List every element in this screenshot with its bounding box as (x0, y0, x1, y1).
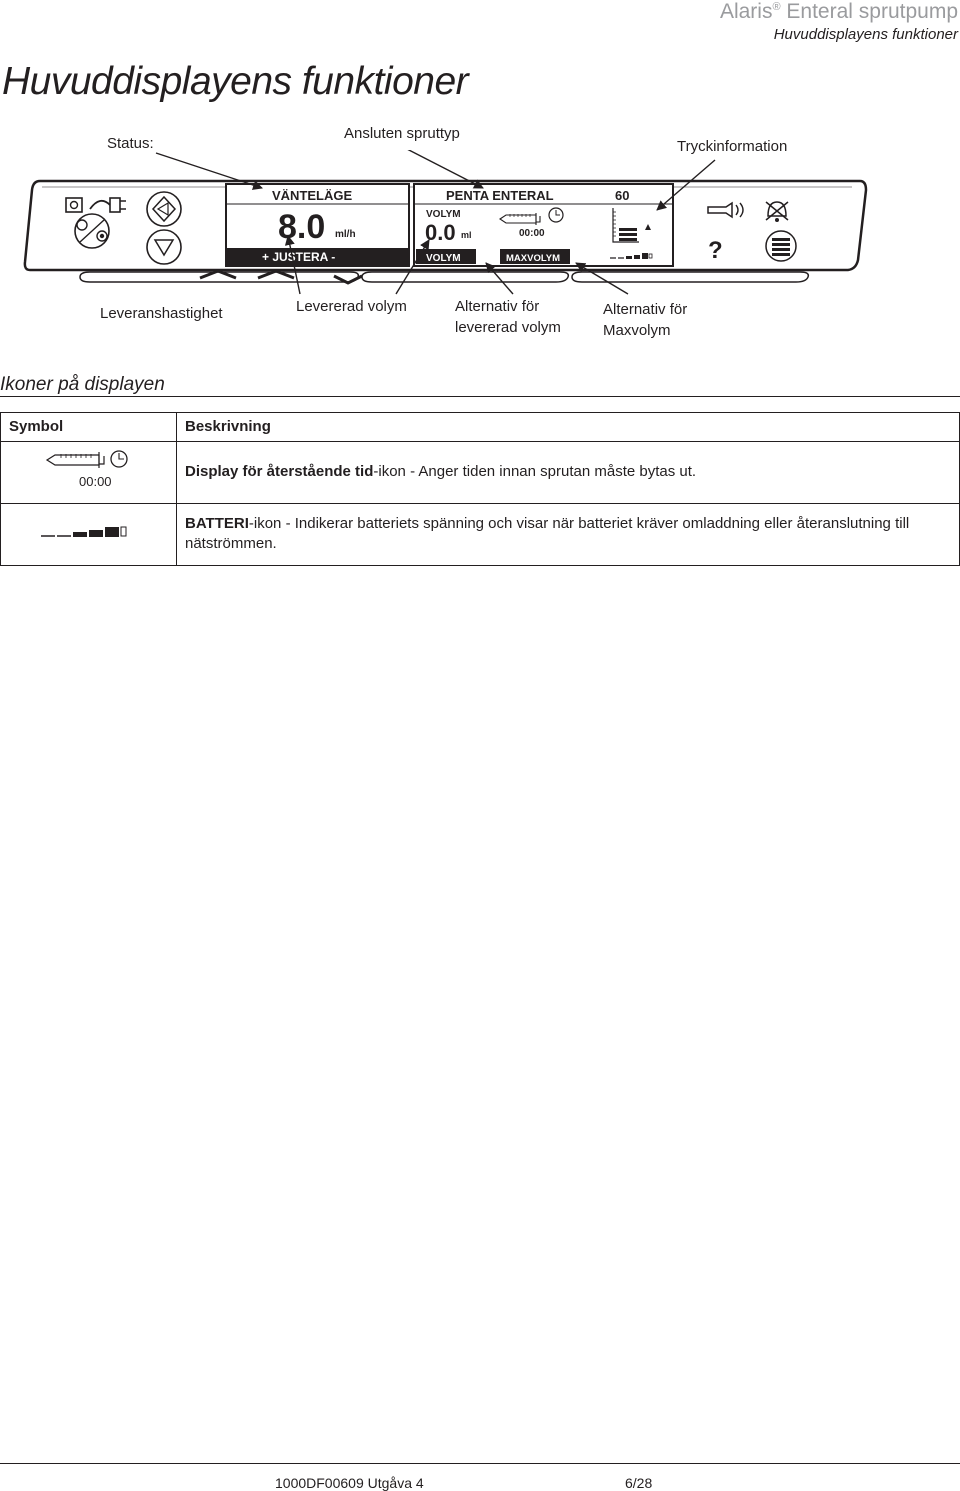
symbol-time-text: 00:00 (78, 473, 112, 489)
table-header-row (1, 413, 960, 442)
callout-status: Status: (107, 135, 154, 152)
brand-name: Alaris (719, 0, 773, 23)
lcd-rate-unit: ml/h (335, 229, 356, 240)
description-cell (177, 504, 960, 566)
description-cell (177, 442, 960, 504)
footer-doc-id: 1000DF00609 Utgåva 4 (275, 1475, 424, 1491)
lcd-softkey-volume: VOLYM (426, 253, 461, 264)
lcd-adjust-label: + JUSTERA - (262, 250, 336, 264)
lcd-time-value: 00:00 (519, 228, 545, 239)
callout-alt-max-line2: Maxvolym (603, 322, 671, 339)
table-row (1, 442, 960, 504)
lcd-softkey-maxvolume: MAXVOLYM (506, 253, 561, 264)
footer-rule (0, 1463, 960, 1464)
description-bold: BATTERI (185, 514, 249, 532)
callout-alt-max (603, 299, 687, 341)
lcd-syringe-name: PENTA ENTERAL (446, 188, 554, 203)
help-button: ? (708, 237, 723, 264)
section-heading-icons: Ikoner på displayen (0, 374, 165, 395)
callout-alt-delivered-line2: levererad volym (455, 319, 561, 336)
table-row (1, 504, 960, 566)
lcd-pressure-value: 60 (615, 188, 630, 203)
lcd-volume-value: 0.0 (425, 220, 456, 245)
callout-pressure: Tryckinformation (677, 138, 788, 155)
product-name: Enteral sprutpump (786, 0, 958, 23)
section-rule (0, 396, 960, 397)
footer-page-number: 6/28 (625, 1475, 653, 1491)
description-text: -ikon - Indikerar batteriets spänning och visar när batteriet kräver omladdning eller återanslutning till nätströmmen. (185, 514, 910, 552)
description-text: -ikon - Anger tiden innan sprutan måste bytas ut. (373, 462, 697, 480)
symbol-cell (1, 504, 177, 566)
lcd-volume-label: VOLYM (426, 209, 461, 220)
column-header-description: Beskrivning (177, 413, 960, 442)
page-title: Huvuddisplayens funktioner (2, 60, 469, 103)
callout-alt-max-line1: Alternativ för (603, 301, 688, 318)
header-brand (720, 0, 958, 24)
lcd-volume-unit: ml (461, 230, 472, 240)
syringe-clock-icon (39, 448, 139, 492)
pump-device-illustration (0, 150, 960, 295)
icons-table (0, 412, 960, 566)
callout-delivered: Levererad volym (296, 298, 407, 315)
lcd-rate-value: 8.0 (278, 208, 326, 246)
registered-mark: ® (772, 1, 781, 13)
callout-alt-delivered-line1: Alternativ för (455, 298, 540, 315)
header-section: Huvuddisplayens funktioner (773, 26, 958, 43)
column-header-symbol: Symbol (1, 413, 177, 442)
lcd-status: VÄNTELÄGE (272, 188, 353, 203)
symbol-cell (1, 442, 177, 504)
description-bold: Display för återstående tid (185, 462, 374, 480)
callout-syringe-type: Ansluten spruttyp (344, 125, 460, 142)
callout-rate: Leveranshastighet (100, 305, 223, 322)
callout-alt-delivered (455, 296, 561, 338)
battery-icon (39, 522, 139, 542)
